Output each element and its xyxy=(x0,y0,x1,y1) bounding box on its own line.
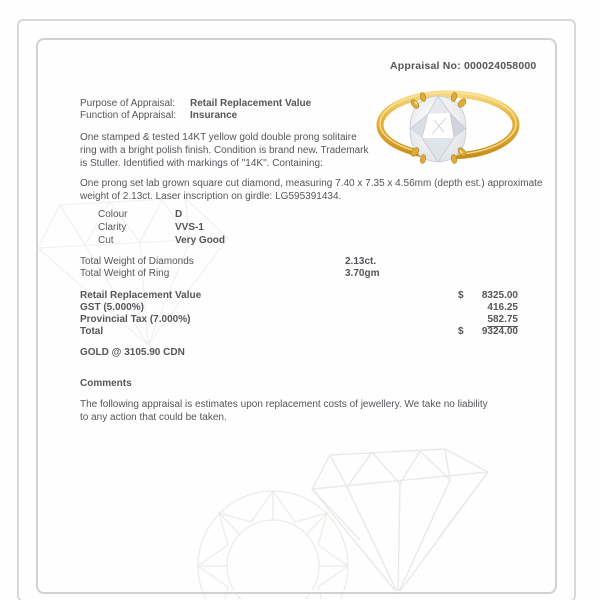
gold-rate-note: GOLD @ 3105.90 CDN xyxy=(80,347,185,358)
price-label: Provincial Tax (7.000%) xyxy=(80,314,191,325)
ring-description-line: One stamped & tested 14KT yellow gold double prong solitaire xyxy=(80,132,357,143)
weight-label: Total Weight of Diamonds xyxy=(80,256,194,267)
function-value: Insurance xyxy=(190,110,238,121)
grading-label: Cut xyxy=(98,235,114,246)
ring-description-line: is Stuller. Identified with markings of "14K". Containing: xyxy=(80,158,323,169)
grading-row-cut xyxy=(0,235,600,248)
purpose-value: Retail Replacement Value xyxy=(190,98,312,109)
purpose-label: Purpose of Appraisal: xyxy=(80,98,176,109)
grading-value: VVS-1 xyxy=(175,222,204,233)
price-row-total xyxy=(0,326,600,339)
function-label: Function of Appraisal: xyxy=(80,110,177,121)
ring-photo xyxy=(372,80,527,175)
grading-value: D xyxy=(175,209,183,220)
comments-line: The following appraisal is estimates upon replacement costs of jewellery. We take no liability xyxy=(80,399,488,410)
currency-symbol: $ xyxy=(458,290,464,301)
grading-row-clarity xyxy=(0,222,600,235)
currency-symbol: $ xyxy=(458,326,464,337)
grading-label: Clarity xyxy=(98,222,127,233)
price-amount: 582.75 xyxy=(487,314,518,325)
ring-description-line: ring with a bright polish finish. Condition is brand new. Trademark xyxy=(80,145,369,156)
comments-line: to any action that could be taken. xyxy=(80,412,227,423)
grading-value: Very Good xyxy=(175,235,226,246)
comments-title: Comments xyxy=(80,378,132,389)
grading-label: Colour xyxy=(98,209,128,220)
price-amount: 416.25 xyxy=(487,302,518,313)
weight-label: Total Weight of Ring xyxy=(80,268,170,279)
price-label: Retail Replacement Value xyxy=(80,290,202,301)
price-label: Total xyxy=(80,326,104,337)
grading-row-colour xyxy=(0,209,600,222)
weight-value: 2.13ct. xyxy=(345,256,377,267)
weight-row-ring xyxy=(0,268,600,281)
price-amount: 8325.00 xyxy=(481,290,518,301)
weight-value: 3.70gm xyxy=(345,268,380,279)
diamond-description-line: weight of 2.13ct. Laser inscription on girdle: LG595391434. xyxy=(80,191,342,202)
price-label: GST (5.000%) xyxy=(80,302,144,313)
diamond-description-line: One prong set lab grown square cut diamond, measuring 7.40 x 7.35 x 4.56mm (depth est.) approximate xyxy=(80,178,543,189)
price-amount: 9324.00 xyxy=(481,326,518,337)
appraisal-number: Appraisal No: 000024058000 xyxy=(390,60,537,72)
